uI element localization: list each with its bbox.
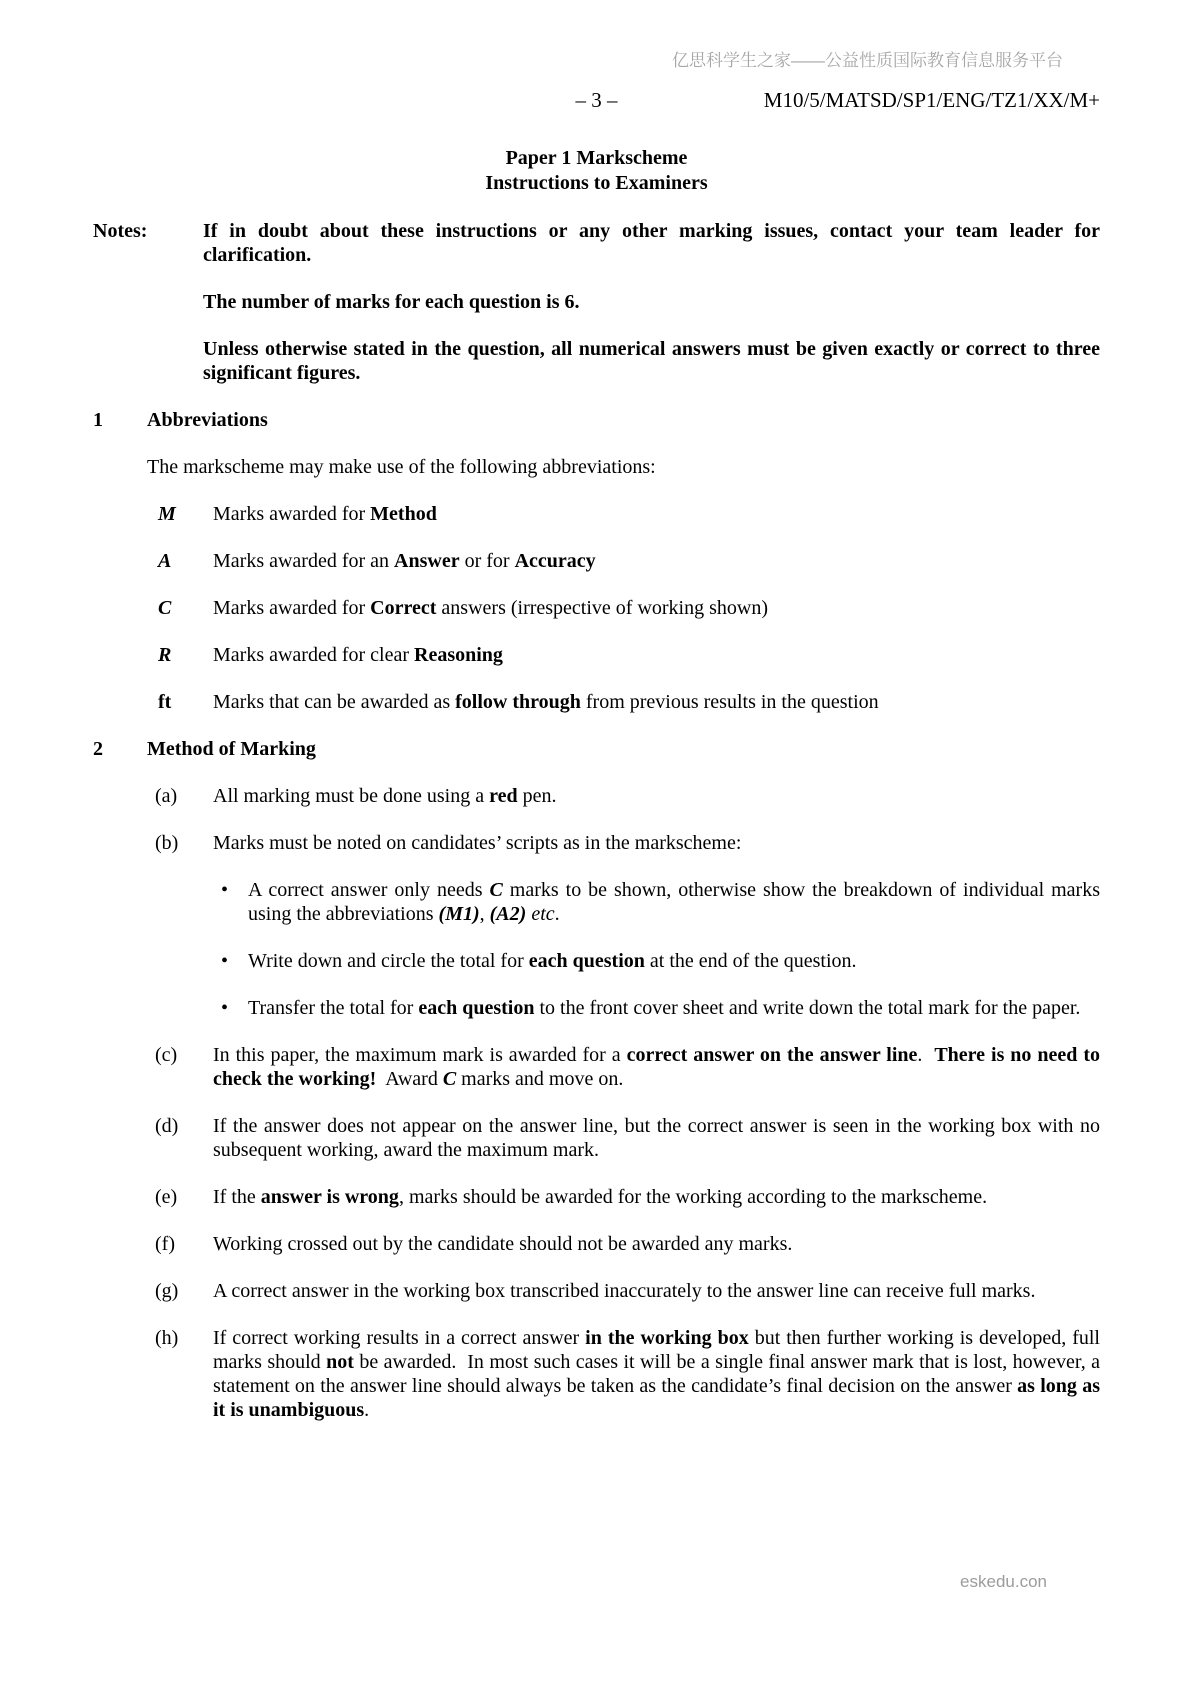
abbreviation-label: ft xyxy=(158,691,172,713)
notes-paragraph: Unless otherwise stated in the question, all numerical answers must be given exactly or correct to three significant figures. xyxy=(203,338,1105,384)
section-number: 1 xyxy=(93,409,103,431)
item-text: Marks must be noted on candidates’ scripts as in the markscheme: xyxy=(213,832,742,854)
section-body xyxy=(147,408,1100,737)
abbreviation-row xyxy=(147,596,1100,620)
method-item-f xyxy=(147,1232,1100,1256)
item-label: (d) xyxy=(155,1115,179,1137)
abbreviation-label: C xyxy=(158,597,172,619)
abbreviation-text: Marks awarded for clear Reasoning xyxy=(213,644,503,666)
notes-block xyxy=(93,219,1105,408)
bullet-icon: • xyxy=(221,950,229,972)
bullet-text: Transfer the total for each question to the front cover sheet and write down the total mark for the paper. xyxy=(248,997,1081,1019)
item-label: (a) xyxy=(155,785,178,807)
item-label: (b) xyxy=(155,832,179,854)
section-body xyxy=(147,737,1106,1445)
title-block xyxy=(93,146,1100,196)
document-title: Paper 1 Markscheme xyxy=(505,147,688,169)
method-item-h xyxy=(147,1326,1106,1422)
section-method-of-marking xyxy=(93,737,1106,1445)
item-text: All marking must be done using a red pen. xyxy=(213,785,557,807)
top-watermark-text: 亿思科学生之家——公益性质国际教育信息服务平台 xyxy=(672,51,1063,70)
page-number: – 3 – xyxy=(575,88,618,112)
item-text: In this paper, the maximum mark is awarded for a correct answer on the answer line. There is no need to check the working! Award C marks and move on. xyxy=(213,1044,1105,1090)
section-heading: Method of Marking xyxy=(147,738,316,760)
bullet-item xyxy=(213,878,1105,926)
abbreviation-row xyxy=(147,549,1100,573)
item-label: (f) xyxy=(155,1233,175,1255)
item-label: (e) xyxy=(155,1186,178,1208)
item-text: If the answer does not appear on the answer line, but the correct answer is seen in the working box with no subsequent working, award the maximum mark. xyxy=(213,1115,1105,1161)
notes-body xyxy=(203,219,1105,408)
item-text: If correct working results in a correct answer in the working box but then further working is developed, full marks should not be awarded. In most such cases it will be a single final answer mark that is lost, however, a statement on the answer line should always be taken as the candidate’s final decision on the answer as long as it is unambiguous. xyxy=(213,1327,1106,1421)
document-subtitle: Instructions to Examiners xyxy=(485,172,708,194)
item-label: (c) xyxy=(155,1044,178,1066)
item-text: Working crossed out by the candidate should not be awarded any marks. xyxy=(213,1233,793,1255)
abbreviation-row xyxy=(147,643,1100,667)
bullet-text: A correct answer only needs C marks to be shown, otherwise show the breakdown of individual marks using the abbreviations (M1), (A2) etc. xyxy=(248,879,1105,925)
bullet-item xyxy=(213,949,1100,973)
method-item-c xyxy=(147,1043,1105,1091)
abbreviation-text: Marks that can be awarded as follow through from previous results in the question xyxy=(213,691,879,713)
item-text: If the answer is wrong, marks should be awarded for the working according to the markscheme. xyxy=(213,1186,988,1208)
abbreviation-label: M xyxy=(158,503,176,525)
section-number: 2 xyxy=(93,738,103,760)
bullet-item xyxy=(213,996,1100,1020)
bullet-icon: • xyxy=(221,879,229,901)
page-header xyxy=(93,87,1100,113)
section-heading: Abbreviations xyxy=(147,409,268,431)
abbreviation-text: Marks awarded for an Answer or for Accuracy xyxy=(213,550,596,572)
abbreviation-label: A xyxy=(158,550,172,572)
item-label: (g) xyxy=(155,1280,179,1302)
abbreviation-text: Marks awarded for Method xyxy=(213,503,437,525)
section-abbreviations xyxy=(93,408,1100,737)
notes-paragraph: If in doubt about these instructions or any other marking issues, contact your team leader for clarification. xyxy=(203,220,1105,266)
abbreviation-label: R xyxy=(158,644,172,666)
bottom-watermark-text: eskedu.con xyxy=(960,1572,1047,1591)
method-item-b xyxy=(147,831,1100,855)
bullet-icon: • xyxy=(221,997,229,1019)
method-item-d xyxy=(147,1114,1105,1162)
method-item-g xyxy=(147,1279,1100,1303)
abbreviations-intro: The markscheme may make use of the following abbreviations: xyxy=(147,456,656,478)
item-label: (h) xyxy=(155,1327,179,1349)
item-text: A correct answer in the working box transcribed inaccurately to the answer line can receive full marks. xyxy=(213,1280,1036,1302)
bullet-text: Write down and circle the total for each question at the end of the question. xyxy=(248,950,857,972)
notes-paragraph: The number of marks for each question is 6. xyxy=(203,291,580,313)
abbreviation-text: Marks awarded for Correct answers (irrespective of working shown) xyxy=(213,597,768,619)
method-item-a xyxy=(147,784,1100,808)
abbreviation-row xyxy=(147,502,1100,526)
exam-code: M10/5/MATSD/SP1/ENG/TZ1/XX/M+ xyxy=(763,88,1100,112)
method-item-e xyxy=(147,1185,1100,1209)
abbreviation-row xyxy=(147,690,1100,714)
notes-label: Notes: xyxy=(93,220,148,242)
